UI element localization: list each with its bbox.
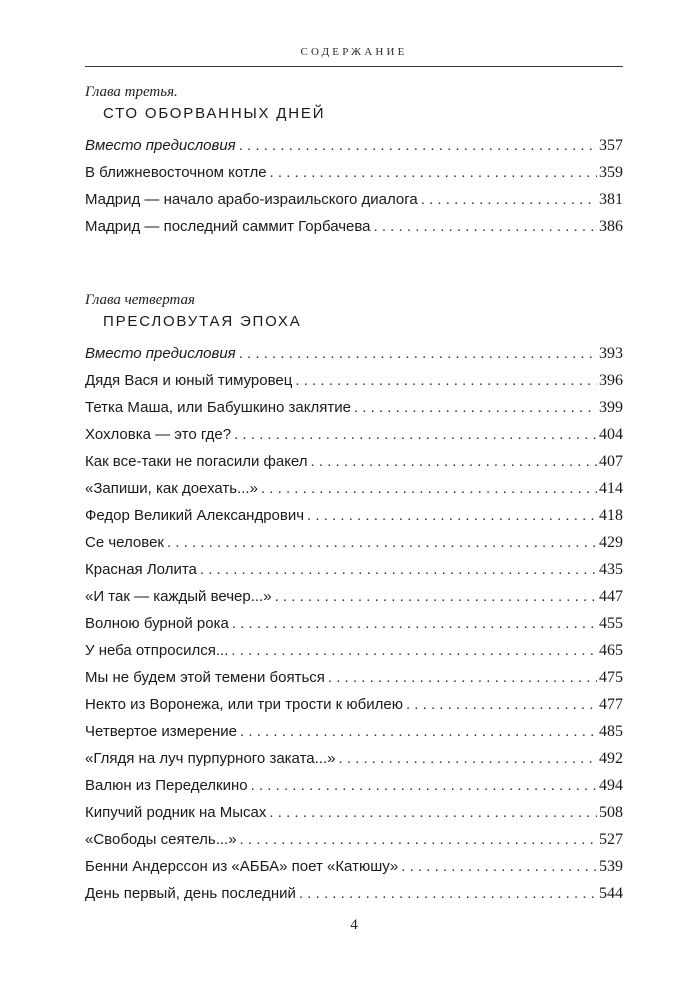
leader-dots: [251, 772, 597, 799]
entry-title: Красная Лолита: [85, 561, 197, 578]
leader-dots: [307, 502, 597, 529]
toc-entry[interactable]: [85, 213, 623, 240]
entry-title: Как все-таки не погасили факел: [85, 453, 308, 470]
entry-title: В ближневосточном котле: [85, 164, 267, 181]
entry-title: Вместо предисловия: [85, 345, 236, 362]
entry-title: Дядя Вася и юный тимуровец: [85, 372, 293, 389]
entry-page: 407: [599, 453, 623, 470]
entry-title: Федор Великий Александрович: [85, 507, 305, 524]
chapter-title: ПРЕСЛОВУТАЯ ЭПОХА: [103, 313, 302, 330]
entry-page: 475: [599, 669, 623, 686]
toc-entry[interactable]: [85, 880, 623, 907]
leader-dots: [275, 583, 597, 610]
leader-dots: [299, 880, 597, 907]
leader-dots: [401, 853, 597, 880]
leader-dots: [421, 186, 597, 213]
leader-dots: [232, 610, 597, 637]
leader-dots: [240, 826, 597, 853]
toc-entry[interactable]: [85, 826, 623, 853]
entry-page: 429: [599, 534, 623, 551]
leader-dots: [167, 529, 597, 556]
leader-dots: [261, 475, 597, 502]
leader-dots: [295, 367, 597, 394]
entry-title: Хохловка — это где?: [85, 426, 232, 443]
toc-list: [85, 132, 623, 240]
entry-page: 386: [599, 218, 623, 235]
entry-title: Мадрид — последний саммит Горбачева: [85, 218, 371, 235]
toc-entry[interactable]: [85, 745, 623, 772]
entry-page: 447: [599, 588, 623, 605]
leader-dots: [239, 340, 597, 367]
entry-page: 492: [599, 750, 623, 767]
entry-title: «Свободы сеятель...»: [85, 831, 237, 848]
entry-page: 485: [599, 723, 623, 740]
entry-title: Четвертое измерение: [85, 723, 238, 740]
toc-entry[interactable]: [85, 186, 623, 213]
leader-dots: [338, 745, 597, 772]
header-rule: [85, 66, 623, 67]
entry-title: Кипучий родник на Мысах: [85, 804, 267, 821]
entry-title: Валюн из Переделкино: [85, 777, 248, 794]
toc-entry[interactable]: [85, 664, 623, 691]
toc-entry[interactable]: [85, 853, 623, 880]
toc-entry[interactable]: [85, 718, 623, 745]
toc-entry[interactable]: [85, 583, 623, 610]
entry-page: 414: [599, 480, 623, 497]
entry-page: 477: [599, 696, 623, 713]
entry-page: 393: [599, 345, 623, 362]
toc-entry[interactable]: [85, 421, 623, 448]
entry-page: 404: [599, 426, 623, 443]
entry-title: Вместо предисловия: [85, 137, 236, 154]
toc-entry[interactable]: [85, 610, 623, 637]
entry-title: Се человек: [85, 534, 164, 551]
entry-title: Бенни Андерссон из «АББА» поет «Катюшу»: [85, 858, 399, 875]
toc-list: [85, 340, 623, 907]
page-number: 4: [350, 917, 358, 933]
entry-page: 508: [599, 804, 623, 821]
toc-entry[interactable]: [85, 772, 623, 799]
leader-dots: [234, 421, 597, 448]
entry-page: 396: [599, 372, 623, 389]
chapter-label: Глава третья.: [85, 84, 178, 100]
entry-title: Тетка Маша, или Бабушкино заклятие: [85, 399, 351, 416]
entry-page: 418: [599, 507, 623, 524]
leader-dots: [240, 718, 597, 745]
entry-page: 494: [599, 777, 623, 794]
entry-page: 539: [599, 858, 623, 875]
toc-entry[interactable]: [85, 799, 623, 826]
entry-page: 435: [599, 561, 623, 578]
toc-entry[interactable]: [85, 394, 623, 421]
entry-page: 359: [599, 164, 623, 181]
toc-entry[interactable]: [85, 529, 623, 556]
entry-title: День первый, день последний: [85, 885, 296, 902]
leader-dots: [406, 691, 597, 718]
entry-title: Некто из Воронежа, или три трости к юбилею: [85, 696, 403, 713]
entry-title: Волною бурной рока: [85, 615, 229, 632]
leader-dots: [200, 556, 597, 583]
leader-dots: [311, 448, 597, 475]
leader-dots: [374, 213, 597, 240]
toc-entry[interactable]: [85, 340, 623, 367]
entry-page: 465: [599, 642, 623, 659]
toc-entry[interactable]: [85, 448, 623, 475]
chapter-title: СТО ОБОРВАННЫХ ДНЕЙ: [103, 105, 326, 122]
entry-page: 544: [599, 885, 623, 902]
toc-entry[interactable]: [85, 475, 623, 502]
leader-dots: [239, 132, 597, 159]
toc-entry[interactable]: [85, 502, 623, 529]
entry-title: У неба отпросился...: [85, 642, 229, 659]
leader-dots: [270, 159, 597, 186]
entry-title: «Глядя на луч пурпурного заката...»: [85, 750, 336, 767]
leader-dots: [269, 799, 597, 826]
leader-dots: [328, 664, 597, 691]
toc-entry[interactable]: [85, 159, 623, 186]
toc-entry[interactable]: [85, 367, 623, 394]
chapter-three: [85, 82, 623, 240]
leader-dots: [231, 637, 597, 664]
toc-entry[interactable]: [85, 637, 623, 664]
entry-page: 357: [599, 137, 623, 154]
entry-title: «И так — каждый вечер...»: [85, 588, 272, 605]
toc-entry[interactable]: [85, 132, 623, 159]
entry-title: Мы не будем этой темени бояться: [85, 669, 325, 686]
entry-title: Мадрид — начало арабо-израильского диалога: [85, 191, 418, 208]
entry-page: 399: [599, 399, 623, 416]
entry-page: 381: [599, 191, 623, 208]
toc-entry[interactable]: [85, 691, 623, 718]
chapter-four: [85, 290, 623, 907]
entry-page: 455: [599, 615, 623, 632]
running-head: СОДЕРЖАНИЕ: [300, 46, 408, 58]
leader-dots: [354, 394, 597, 421]
toc-entry[interactable]: [85, 556, 623, 583]
entry-page: 527: [599, 831, 623, 848]
entry-title: «Запиши, как доехать...»: [85, 480, 258, 497]
chapter-label: Глава четвертая: [85, 292, 196, 308]
